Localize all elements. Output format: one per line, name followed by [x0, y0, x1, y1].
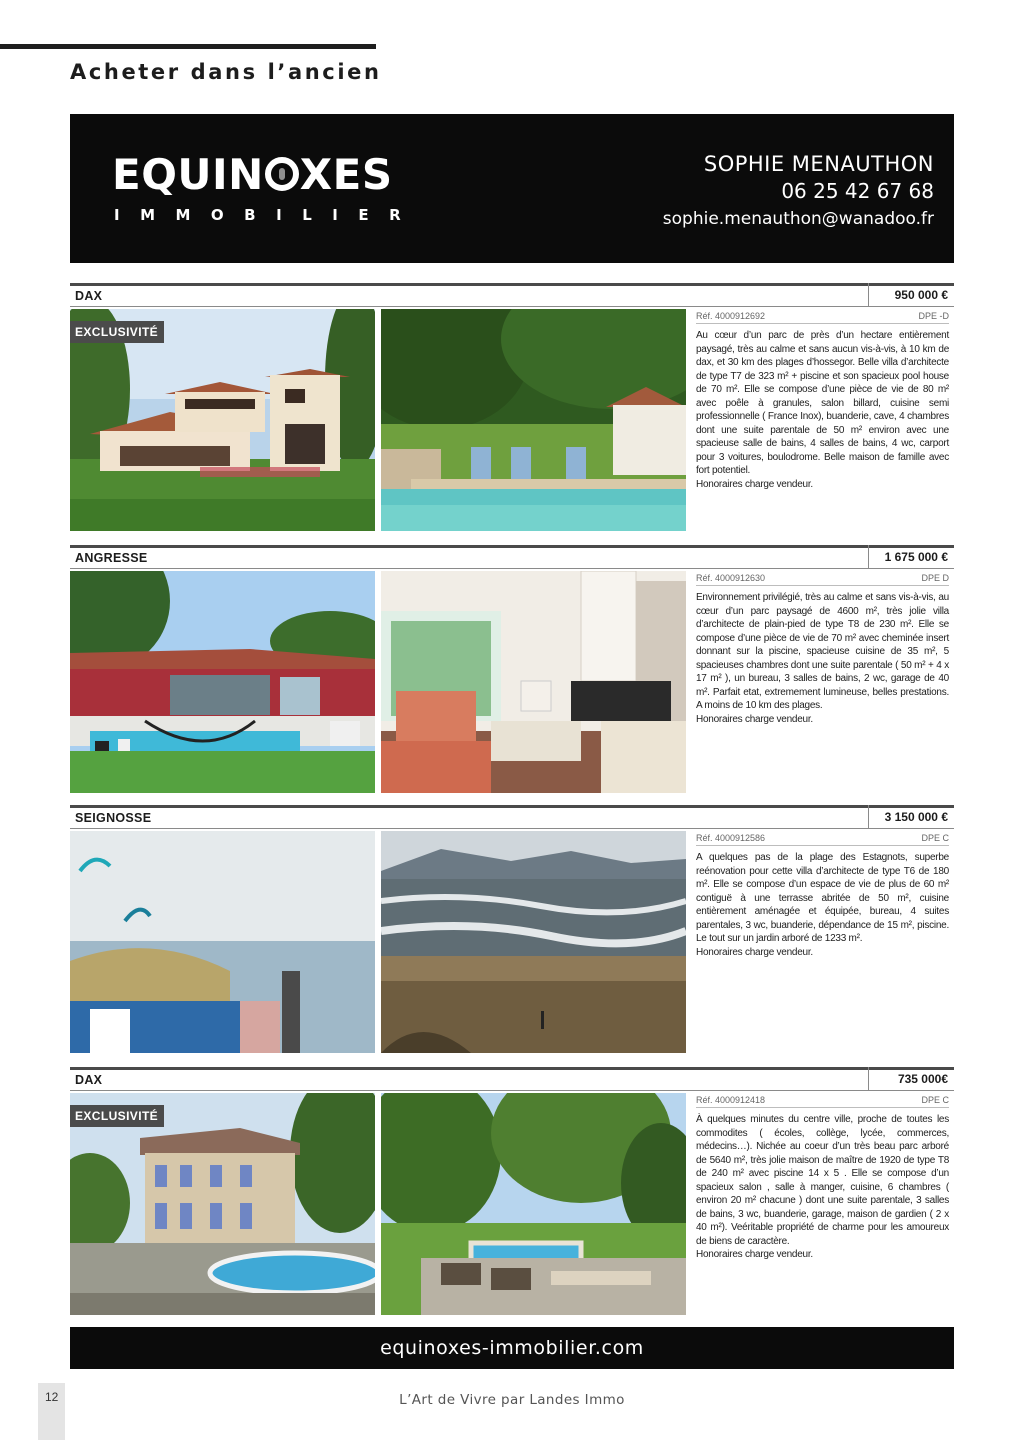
listing-photo-living-room[interactable]: [381, 571, 686, 793]
listing-description: Environnement privilégié, très au calme et sans vis-à-vis, au cœur d’un parc paysagé de 4600 m², très jolie villa d’architecte de plain-pied de type T8 de 230 m². Elle se compose d’une pièce de vie de 70 m² avec cheminée insert donnant sur la piscine, spacieuse cuisine de 35 m², 5 spacieuses chambres dont une suite parentale ( 50 m² + 4 x 17 m² ), un bureau, 3 salles de bains, 2 wc, garage de 40 m². Parfait etat, extremement lumineuse, belles prestations. A moins de 10 km des plages. Honoraires charge vendeur.: [696, 592, 949, 725]
listing-city: ANGRESSE: [75, 551, 148, 565]
listing-dpe: DPE -D: [918, 311, 949, 321]
page-number: 12: [38, 1383, 65, 1440]
logo-o-icon: [265, 157, 299, 191]
listing-photo-manor[interactable]: [70, 1093, 375, 1315]
section-title: Acheter dans l’ancien: [70, 60, 382, 84]
listing-ref: Réf. 4000912586: [696, 833, 766, 843]
logo-subtitle: IMMOBILIER: [114, 206, 422, 224]
listing-photo-exterior[interactable]: [70, 571, 375, 793]
meta-divider: [696, 323, 949, 324]
listing-photo-pool[interactable]: [381, 309, 686, 531]
listing-ref: Réf. 4000912692: [696, 311, 766, 321]
listing-header: [70, 1067, 954, 1091]
listing-dax-2: [70, 1067, 954, 1317]
contact-email[interactable]: sophie.menauthon@wanadoo.fr: [662, 209, 934, 229]
listing-city: DAX: [75, 1073, 103, 1087]
website-link[interactable]: equinoxes-immobilier.com: [70, 1327, 954, 1369]
listing-dpe: DPE D: [921, 573, 949, 583]
listing-fees: Honoraires charge vendeur.: [696, 713, 813, 725]
agency-banner: [70, 114, 954, 263]
meta-divider: [696, 845, 949, 846]
listing-city: DAX: [75, 289, 103, 303]
listing-photo-kitesurf[interactable]: [70, 831, 375, 1053]
agency-contact: [663, 150, 934, 234]
meta-divider: [696, 1107, 949, 1108]
meta-divider: [696, 585, 949, 586]
top-rule: [0, 44, 376, 49]
listing-angresse: [70, 545, 954, 795]
listing-fees: Honoraires charge vendeur.: [696, 1249, 813, 1260]
contact-phone[interactable]: 06 25 42 67 68: [781, 179, 934, 203]
listing-seignosse: [70, 805, 954, 1055]
listing-description: Au cœur d’un parc de près d’un hectare entièrement paysagé, très au calme et sans aucun vis-à-vis, à 10 km de dax, et 30 km des plages d’hossegor. Belle villa d’architecte de type T7 de 323 m² + piscine et son spacieux pool house de 70 m². Elle se compose d’une pièce de vie de 80 m² avec poêle à granules, salon billard, cuisine semi professionnelle ( France Inox), buanderie, cave, 4 chambres dont une suite parentale de 50 m² environ avec une spacieuse salle de bains, 4 salles de bains, 4 wc, carport pour 3 voitures, boulodrome. Belle maison de famille avec fort potentiel. Honoraires charge vendeur.: [696, 330, 949, 490]
listing-fees: Honoraires charge vendeur.: [696, 478, 813, 490]
listing-dax-1: [70, 283, 954, 533]
listing-header: [70, 805, 954, 829]
exclusivity-badge: EXCLUSIVITÉ: [70, 321, 164, 343]
listing-photo-garden-pool[interactable]: [381, 1093, 686, 1315]
listing-ref: Réf. 4000912418: [696, 1095, 766, 1105]
listing-dpe: DPE C: [921, 833, 949, 843]
listing-description: À quelques minutes du centre ville, proche de toutes les commodites ( écoles, collège, lycée, commerces, médecins…). Nichée au coeur d’un très beau parc arboré de 5640 m², très jolie maison de maître de 1920 de type T8 de 240 m² avec piscine 14 x 5 . Elle se compose d’un spacieux salon , salle à manger, cuisine, 6 chambres ( environ 20 m² chacune ) dont une suite parentale, 3 salles de bains, 3 wc, buanderie, garage, maison de gardien ( 2 x 40 m²). Veéritable propriété de charme pour les amoureux de biens de caractère. Honoraires charge vendeur.: [696, 1114, 949, 1260]
listing-description: A quelques pas de la plage des Estagnots, superbe reénovation pour cette villa d’architecte de type T6 de 180 m². Elle se compose d’un espace de vie de plus de 60 m² contiguë à une terrasse abritée de 50 m², cuisine entièrement aménagée et équipée, bureau, 4 suites parentales, 3 wc, buanderie, dépendance de 15 m², piscine. Le tout sur un jardin arboré de 1233 m². Honoraires charge vendeur.: [696, 852, 949, 958]
listing-ref: Réf. 4000912630: [696, 573, 766, 583]
listing-header: [70, 283, 954, 307]
contact-name: SOPHIE MENAUTHON: [703, 152, 934, 176]
listing-price: 1 675 000 €: [868, 545, 954, 569]
listing-fees: Honoraires charge vendeur.: [696, 946, 813, 958]
exclusivity-badge: EXCLUSIVITÉ: [70, 1105, 164, 1127]
magazine-title: L’Art de Vivre par Landes Immo: [399, 1392, 625, 1408]
listing-price: 950 000 €: [868, 283, 954, 307]
listing-price: 3 150 000 €: [868, 805, 954, 829]
listing-photo-exterior[interactable]: [70, 309, 375, 531]
listing-header: [70, 545, 954, 569]
listing-dpe: DPE C: [921, 1095, 949, 1105]
agency-logo: [112, 150, 422, 230]
listing-city: SEIGNOSSE: [75, 811, 152, 825]
listing-price: 735 000€: [868, 1067, 954, 1091]
listing-photo-beach[interactable]: [381, 831, 686, 1053]
logo-wordmark: EQUIN XES: [112, 150, 393, 199]
